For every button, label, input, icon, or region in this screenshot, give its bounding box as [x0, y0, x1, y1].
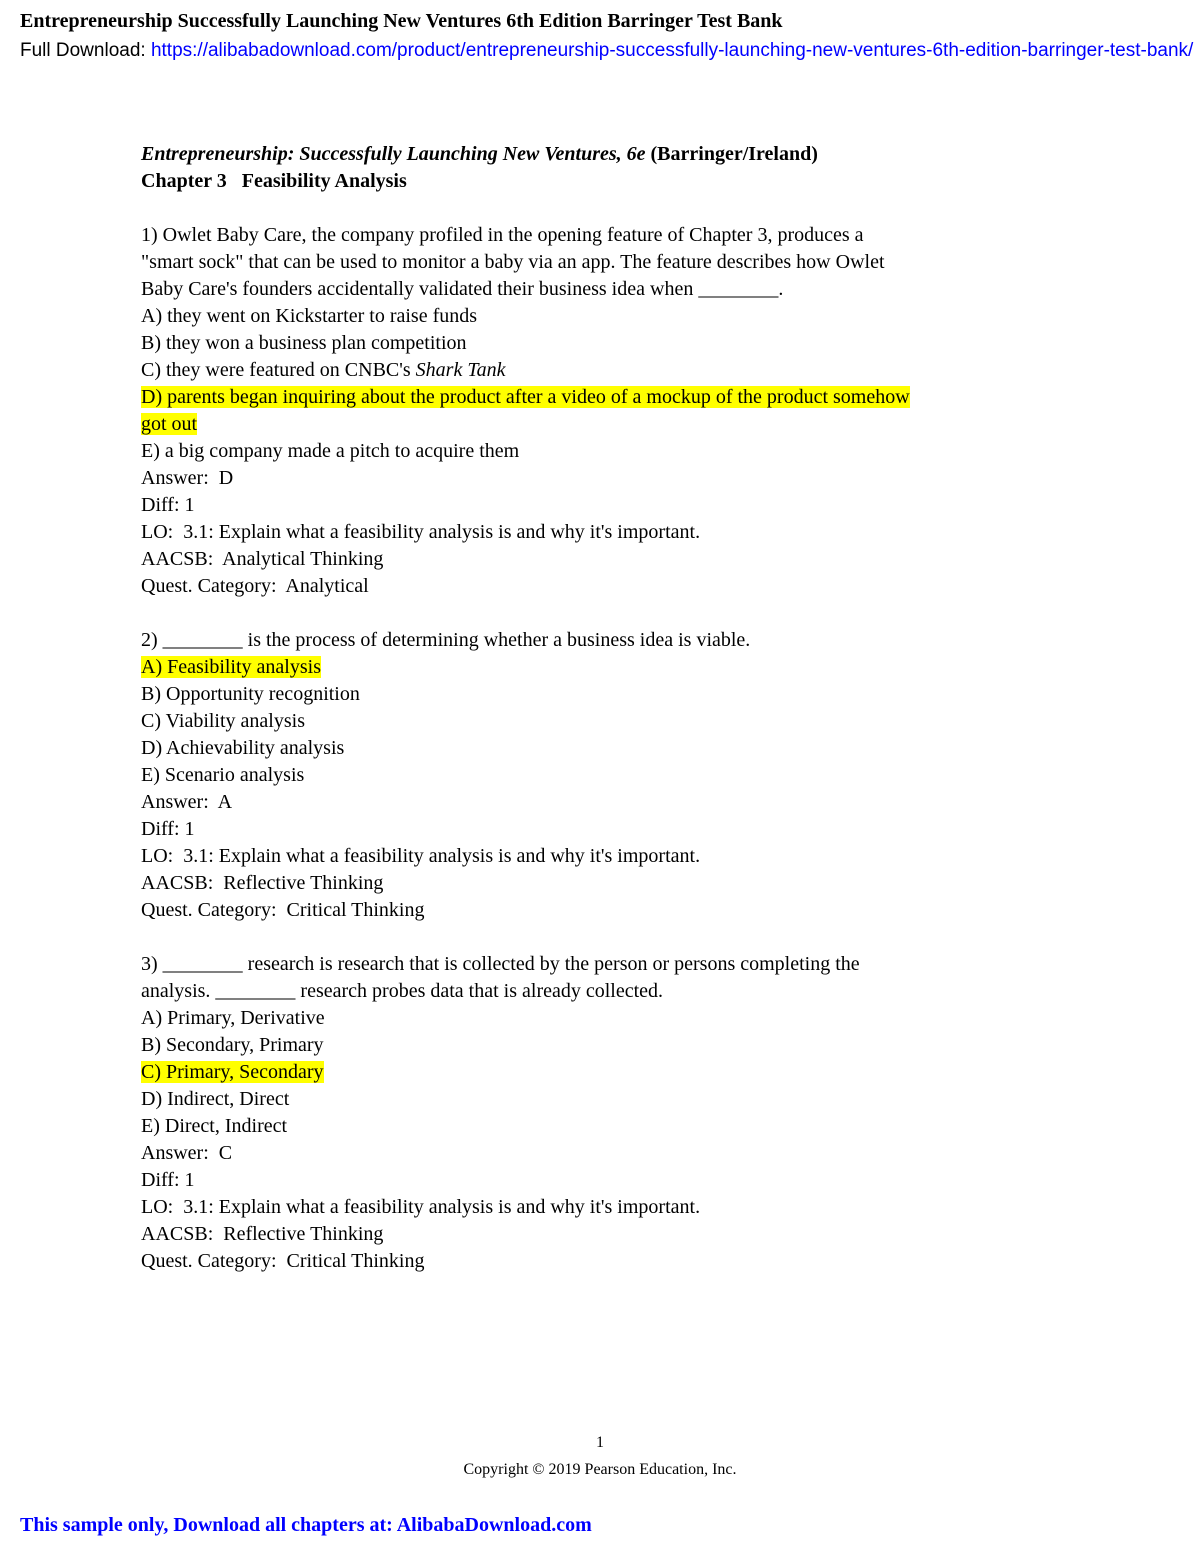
download-link[interactable]: https://alibabadownload.com/product/entrepreneurship-successfully-launching-new-ventures-6th-edition-barringer-test-bank/ — [150, 40, 1194, 61]
question-stem-line: "smart sock" that can be used to monitor a baby via an app. The feature describes how Owlet — [141, 251, 885, 273]
banner-title: Entrepreneurship Successfully Launching New Ventures 6th Edition Barringer Test Bank — [20, 10, 783, 32]
answer: Answer: A — [141, 791, 233, 813]
option-c-show-name: Shark Tank — [415, 359, 506, 381]
option-a-correct — [141, 654, 1061, 681]
option-b: B) Secondary, Primary — [141, 1034, 324, 1056]
difficulty: Diff: 1 — [141, 1169, 195, 1191]
option-e: E) Direct, Indirect — [141, 1115, 288, 1137]
difficulty: Diff: 1 — [141, 494, 195, 516]
learning-objective: LO: 3.1: Explain what a feasibility analysis is and why it's important. — [141, 521, 701, 543]
question-stem-line: analysis. ________ research probes data that is already collected. — [141, 980, 664, 1002]
aacsb: AACSB: Analytical Thinking — [141, 548, 384, 570]
question-1 — [141, 222, 1061, 600]
book-title-line — [141, 141, 1061, 168]
chapter-title: Chapter 3 Feasibility Analysis — [141, 170, 407, 192]
copyright: Copyright © 2019 Pearson Education, Inc. — [463, 1461, 737, 1478]
answer: Answer: C — [141, 1142, 233, 1164]
option-c-correct — [141, 1059, 1061, 1086]
highlighted-answer: C) Primary, Secondary — [141, 1061, 324, 1083]
document-body — [141, 141, 1061, 1275]
option-a: A) they went on Kickstarter to raise funds — [141, 305, 478, 327]
option-b: B) Opportunity recognition — [141, 683, 360, 705]
question-stem-line: 3) ________ research is research that is collected by the person or persons completing the — [141, 953, 860, 975]
option-d: D) Indirect, Direct — [141, 1088, 290, 1110]
option-d-correct — [141, 384, 1061, 411]
option-c — [141, 357, 1061, 384]
question-stem-line: Baby Care's founders accidentally validated their business idea when ________. — [141, 278, 784, 300]
book-title: Entrepreneurship: Successfully Launching New Ventures, 6e — [141, 143, 646, 165]
option-e: E) a big company made a pitch to acquire them — [141, 440, 520, 462]
answer: Answer: D — [141, 467, 234, 489]
highlighted-answer: A) Feasibility analysis — [141, 656, 321, 678]
question-2 — [141, 627, 1061, 924]
option-a: A) Primary, Derivative — [141, 1007, 325, 1029]
option-e: E) Scenario analysis — [141, 764, 305, 786]
question-stem-line: 1) Owlet Baby Care, the company profiled in the opening feature of Chapter 3, produces a — [141, 224, 864, 246]
option-c-text: C) they were featured on CNBC's — [141, 359, 416, 381]
download-label: Full Download: — [20, 40, 151, 61]
option-c: C) Viability analysis — [141, 710, 305, 732]
option-b: B) they won a business plan competition — [141, 332, 467, 354]
question-category: Quest. Category: Critical Thinking — [141, 899, 425, 921]
option-d-correct-continued — [141, 411, 1061, 438]
sample-note: This sample only, Download all chapters at: AlibabaDownload.com — [20, 1514, 592, 1536]
difficulty: Diff: 1 — [141, 818, 195, 840]
aacsb: AACSB: Reflective Thinking — [141, 1223, 384, 1245]
book-authors: (Barringer/Ireland) — [645, 143, 818, 165]
download-line — [20, 40, 1200, 62]
question-3 — [141, 951, 1061, 1275]
learning-objective: LO: 3.1: Explain what a feasibility analysis is and why it's important. — [141, 1196, 701, 1218]
question-category: Quest. Category: Analytical — [141, 575, 369, 597]
learning-objective: LO: 3.1: Explain what a feasibility analysis is and why it's important. — [141, 845, 701, 867]
option-d: D) Achievability analysis — [141, 737, 345, 759]
highlighted-answer: D) parents began inquiring about the product after a video of a mockup of the product somehow — [141, 386, 910, 408]
highlighted-answer: got out — [141, 413, 198, 435]
aacsb: AACSB: Reflective Thinking — [141, 872, 384, 894]
question-category: Quest. Category: Critical Thinking — [141, 1250, 425, 1272]
question-stem-line: 2) ________ is the process of determining whether a business idea is viable. — [141, 629, 751, 651]
page-number: 1 — [596, 1434, 604, 1451]
